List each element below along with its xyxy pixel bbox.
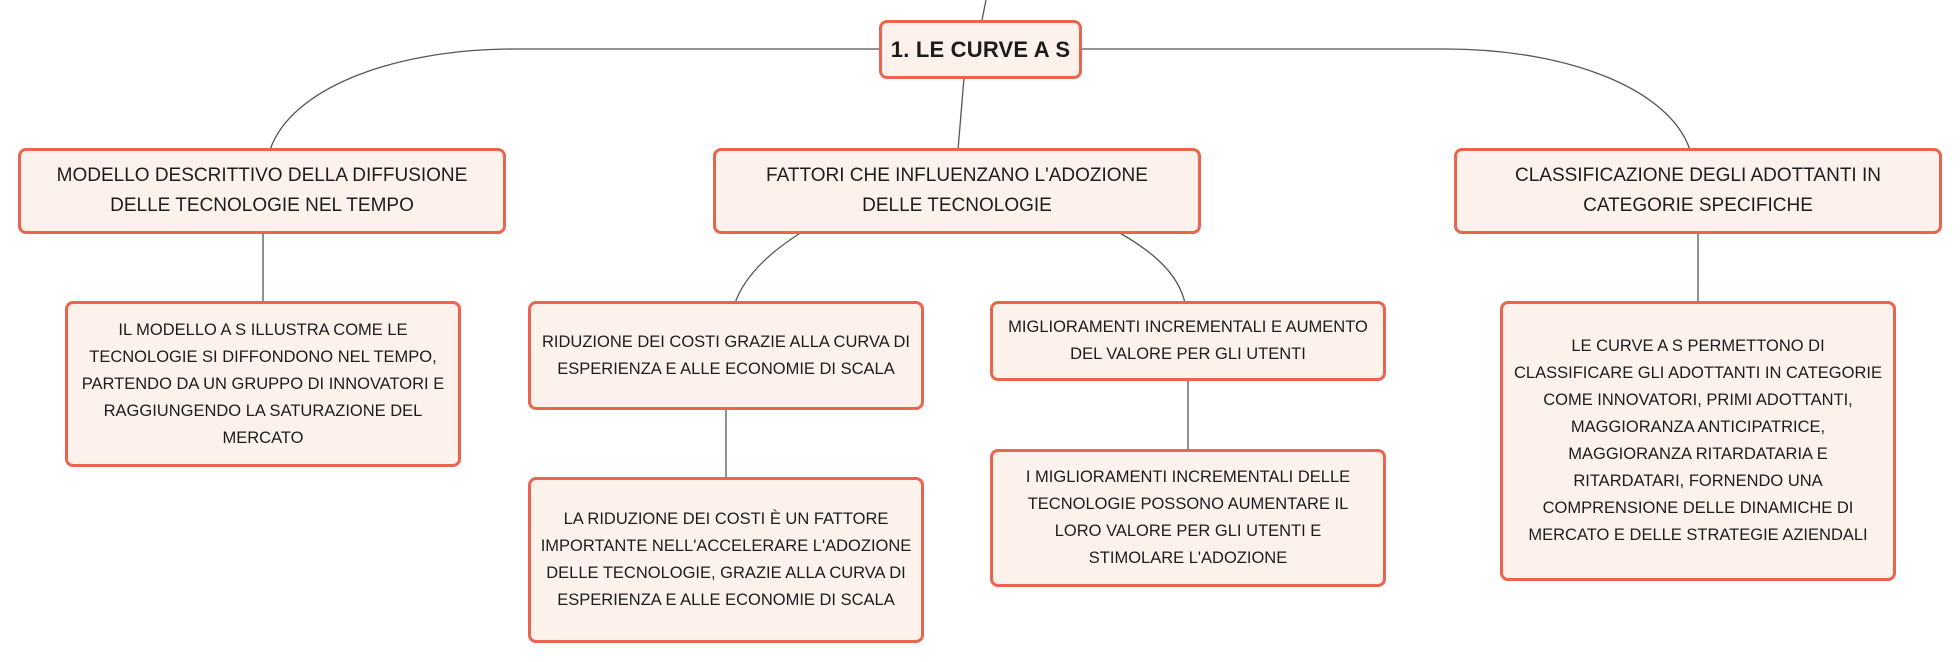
subtopic-incremental-improvements[interactable] bbox=[990, 301, 1386, 381]
branch-label: CLASSIFICAZIONE DEGLI ADOTTANTI IN CATEGORIE SPECIFICHE bbox=[1515, 165, 1881, 216]
subtopic-label: MIGLIORAMENTI INCREMENTALI E AUMENTO DEL VALORE PER GLI UTENTI bbox=[1008, 318, 1368, 363]
connector-branch-2-child-a bbox=[735, 232, 802, 303]
branch-adoption-factors[interactable] bbox=[713, 148, 1201, 234]
subtopic-s-model-description[interactable] bbox=[65, 301, 461, 467]
branch-diffusion-model[interactable] bbox=[18, 148, 506, 234]
subtopic-label: LE CURVE A S PERMETTONO DI CLASSIFICARE GLI ADOTTANTI IN CATEGORIE COME INNOVATORI, PRIMI ADOTTANTI, MAGGIORANZA ANTICIPATRICE, MAGGIORANZA RITARDATARIA E RITARDATARI, FORNENDO UNA COMPRENSIONE DELLE DINAMICHE DI MERCATO E DELLE STRATEGIE AZIENDALI bbox=[1514, 337, 1882, 544]
branch-label: FATTORI CHE INFLUENZANO L'ADOZIONE DELLE TECNOLOGIE bbox=[766, 165, 1148, 216]
detail-incremental-improvements[interactable] bbox=[990, 449, 1386, 587]
connector-root-parent bbox=[982, 0, 986, 20]
connector-root-branch-1 bbox=[270, 49, 880, 150]
root-topic-label: 1. LE CURVE A S bbox=[890, 36, 1071, 62]
branch-adopter-classification[interactable] bbox=[1454, 148, 1942, 234]
connector-branch-2-child-b bbox=[1118, 232, 1185, 303]
subtopic-adopter-categories[interactable] bbox=[1500, 301, 1896, 581]
subtopic-label: IL MODELLO A S ILLUSTRA COME LE TECNOLOGIE SI DIFFONDONO NEL TEMPO, PARTENDO DA UN GRUPPO DI INNOVATORI E RAGGIUNGENDO LA SATURAZIONE DEL MERCATO bbox=[81, 320, 445, 447]
subtopic-label: RIDUZIONE DEI COSTI GRAZIE ALLA CURVA DI ESPERIENZA E ALLE ECONOMIE DI SCALA bbox=[542, 332, 910, 378]
connector-root-branch-2 bbox=[958, 78, 964, 150]
branch-label: MODELLO DESCRITTIVO DELLA DIFFUSIONE DELLE TECNOLOGIE NEL TEMPO bbox=[56, 165, 468, 216]
connector-root-branch-3 bbox=[1080, 49, 1690, 150]
root-topic[interactable] bbox=[879, 20, 1082, 79]
detail-label: I MIGLIORAMENTI INCREMENTALI DELLE TECNOLOGIE POSSONO AUMENTARE IL LORO VALORE PER GLI UTENTI E STIMOLARE L'ADOZIONE bbox=[1025, 468, 1351, 567]
detail-cost-reduction[interactable] bbox=[528, 477, 924, 643]
detail-label: LA RIDUZIONE DEI COSTI È UN FATTORE IMPORTANTE NELL'ACCELERARE L'ADOZIONE DELLE TECNOLOGIE, GRAZIE ALLA CURVA DI ESPERIENZA E ALLE ECONOMIE DI SCALA bbox=[540, 510, 912, 609]
subtopic-cost-reduction[interactable] bbox=[528, 301, 924, 410]
